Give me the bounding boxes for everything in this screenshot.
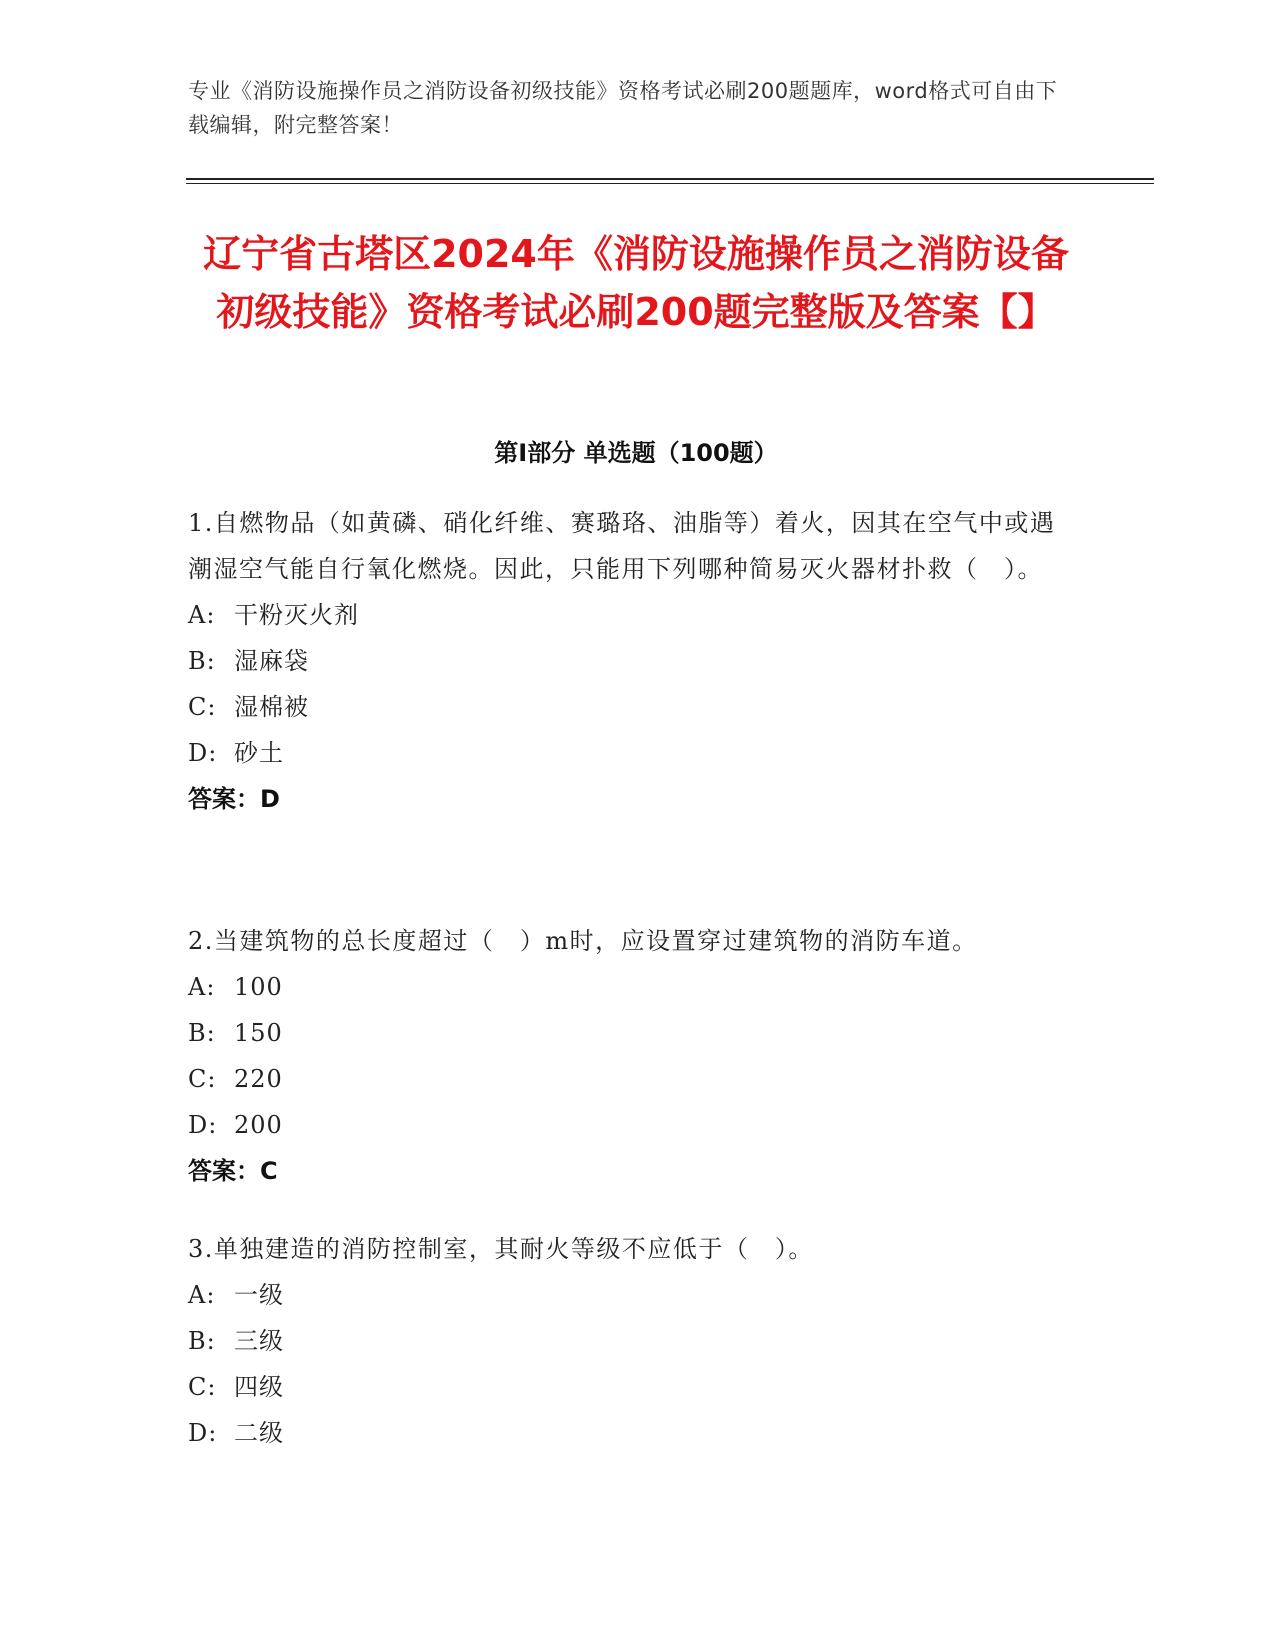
option-text: 湿棉被: [234, 693, 309, 721]
option-text: 220: [234, 1065, 283, 1093]
option-text: 150: [234, 1019, 283, 1047]
question-stem: 1.自燃物品（如黄磷、硝化纤维、赛璐珞、油脂等）着火，因其在空气中或遇潮湿空气能自行氧化燃烧。因此，只能用下列哪种简易灭火器材扑救（ ）。: [188, 509, 1056, 583]
option-a: [188, 964, 1068, 1010]
option-d: [188, 1410, 1068, 1456]
option-d: [188, 1102, 1068, 1148]
option-text: 二级: [234, 1419, 284, 1447]
option-text: 三级: [234, 1327, 284, 1355]
option-d: [188, 730, 1068, 776]
option-key: A:: [188, 973, 216, 1001]
answer: 答案：D: [188, 785, 280, 813]
answer: 答案：C: [188, 1157, 278, 1185]
option-b: [188, 638, 1068, 684]
header-rule-thick: [186, 178, 1154, 180]
header-rule-thin: [186, 183, 1154, 184]
option-text: 一级: [234, 1281, 284, 1309]
option-text: 湿麻袋: [234, 647, 309, 675]
question-stem: 3.单独建造的消防控制室，其耐火等级不应低于（ ）。: [188, 1235, 814, 1263]
section-title: 第I部分 单选题（100题）: [494, 439, 778, 467]
option-text: 100: [234, 973, 283, 1001]
option-a: [188, 1272, 1068, 1318]
question-stem: 2.当建筑物的总长度超过（ ）m时，应设置穿过建筑物的消防车道。: [188, 927, 978, 955]
option-text: 干粉灭火剂: [234, 601, 359, 629]
option-key: B:: [188, 647, 216, 675]
question-2: [188, 918, 1068, 1194]
option-key: D:: [188, 739, 218, 767]
option-key: B:: [188, 1327, 216, 1355]
option-key: A:: [188, 601, 216, 629]
header-note: 专业《消防设施操作员之消防设备初级技能》资格考试必刷200题题库，word格式可自由下载编辑，附完整答案！: [188, 79, 1058, 137]
question-3: [188, 1226, 1068, 1456]
option-b: [188, 1010, 1068, 1056]
option-c: [188, 684, 1068, 730]
option-text: 200: [234, 1111, 283, 1139]
option-key: B:: [188, 1019, 216, 1047]
option-c: [188, 1364, 1068, 1410]
option-text: 四级: [234, 1373, 284, 1401]
option-key: D:: [188, 1419, 218, 1447]
option-key: D:: [188, 1111, 218, 1139]
option-key: C:: [188, 693, 217, 721]
option-a: [188, 592, 1068, 638]
option-c: [188, 1056, 1068, 1102]
option-key: C:: [188, 1065, 217, 1093]
document-title: 辽宁省古塔区2024年《消防设施操作员之消防设备初级技能》资格考试必刷200题完整版及答案【】: [203, 232, 1069, 334]
option-text: 砂土: [234, 739, 284, 767]
option-key: C:: [188, 1373, 217, 1401]
question-1: [188, 500, 1068, 822]
option-key: A:: [188, 1281, 216, 1309]
option-b: [188, 1318, 1068, 1364]
